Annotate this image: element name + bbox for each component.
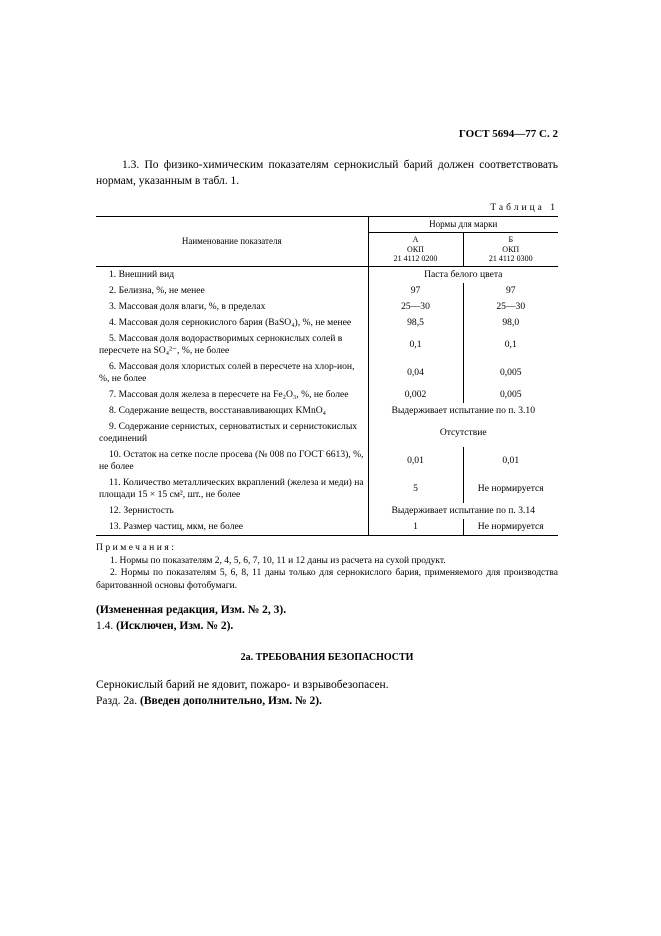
table-row xyxy=(96,419,558,447)
row-name: 3. Массовая доля влаги, %, в пределах xyxy=(96,299,368,315)
doc-reference: ГОСТ 5694—77 С. 2 xyxy=(458,128,558,140)
row-value-b: 98,0 xyxy=(502,317,520,329)
col-header-name: Наименование показателя xyxy=(96,217,368,267)
table-row xyxy=(96,267,558,283)
row-name: 11. Количество металлических вкраплений (железа и меди) на площади 15 × 15 см², шт., не более xyxy=(96,475,368,503)
row-value-b: 0,1 xyxy=(504,338,517,350)
section-2a-body: Сернокислый барий не ядовит, пожаро- и взрывобезопасен. xyxy=(96,679,389,692)
row-name: 12. Зернистость xyxy=(96,503,368,519)
row-value-span: Выдерживает испытание по п. 3.14 xyxy=(391,504,536,516)
table-row xyxy=(96,503,558,519)
row-name: 5. Массовая доля водорастворимых сернокислых солей в пересчете на SO₄²⁻, %, не более xyxy=(96,331,368,359)
paragraph-1-3: 1.3. По физико-химическим показателям сернокислый барий должен соответствовать нормам, указанным в табл. 1. xyxy=(96,159,558,187)
row-value-a: 97 xyxy=(368,283,463,299)
paragraph-1-4-text: (Исключен, Изм. № 2). xyxy=(116,620,234,633)
grade-b-letter: Б xyxy=(508,235,514,245)
amendment-note: (Измененная редакция, Изм. № 2, 3). xyxy=(96,604,287,617)
paragraph-1-4 xyxy=(96,618,558,634)
row-value-b: 25—30 xyxy=(496,301,526,313)
row-name: 7. Массовая доля железа в пересчете на Fe₂O₃, %, не более xyxy=(96,387,368,403)
notes-block xyxy=(96,542,558,592)
table-row xyxy=(96,359,558,387)
row-name: 2. Белизна, %, не менее xyxy=(96,283,368,299)
grade-b-code: 21 4112 0300 xyxy=(488,254,533,264)
grade-a-code: 21 4112 0200 xyxy=(393,254,438,264)
col-header-grade-a xyxy=(368,233,463,267)
row-value-a: 25—30 xyxy=(368,299,463,315)
paragraph-1-4-number: 1.4. xyxy=(96,620,114,633)
row-value-b: Не нормируется xyxy=(477,482,544,494)
table-caption: Таблица 1 xyxy=(490,203,558,214)
table-row xyxy=(96,315,558,331)
row-value-a: 98,5 xyxy=(368,315,463,331)
row-name: 13. Размер частиц, мкм, не более xyxy=(96,519,368,535)
norms-table xyxy=(96,216,558,536)
table-row xyxy=(96,475,558,503)
table-row xyxy=(96,519,558,535)
section-2a-footer-bold: (Введен дополнительно, Изм. № 2). xyxy=(140,695,322,708)
row-name: 9. Содержание сернистых, серноватистых и сернистокислых соединений xyxy=(96,419,368,447)
row-value-a: 0,04 xyxy=(368,359,463,387)
row-value-a: 0,01 xyxy=(368,447,463,475)
table-row xyxy=(96,447,558,475)
row-value-a: 0,1 xyxy=(368,331,463,359)
note-item-1: 1. Нормы по показателям 2, 4, 5, 6, 7, 10, 11 и 12 даны из расчета на сухой продукт. xyxy=(110,556,446,567)
row-value-b: 0,005 xyxy=(499,366,522,378)
grade-b-okp: ОКП xyxy=(502,244,520,254)
row-value-span: Паста белого цвета xyxy=(424,269,503,281)
row-value-span: Отсутствие xyxy=(439,426,487,438)
row-name: 4. Массовая доля сернокислого бария (BaSO₄), %, не менее xyxy=(96,315,368,331)
row-value-span: Выдерживает испытание по п. 3.10 xyxy=(391,404,536,416)
row-value-a: 0,002 xyxy=(368,387,463,403)
row-value-a: 5 xyxy=(368,475,463,503)
table-header-row xyxy=(96,217,558,233)
table-row xyxy=(96,387,558,403)
row-value-b: 97 xyxy=(505,285,516,297)
grade-a-letter: А xyxy=(412,235,419,245)
section-2a-footer-prefix: Разд. 2а. xyxy=(96,695,138,708)
row-name: 10. Остаток на сетке после просева (№ 008 по ГОСТ 6613), %, не более xyxy=(96,447,368,475)
row-value-b: 0,005 xyxy=(499,388,522,400)
note-item-2: 2. Нормы по показателям 5, 6, 8, 11 даны только для сернокислого бария, применяемого для производства баритованной основы фотобумаги. xyxy=(96,568,558,591)
section-2a-footer xyxy=(96,693,558,709)
section-2a-heading: 2а. ТРЕБОВАНИЯ БЕЗОПАСНОСТИ xyxy=(240,652,414,664)
row-value-a: 1 xyxy=(368,519,463,535)
row-value-b: 0,01 xyxy=(502,454,520,466)
table-row xyxy=(96,299,558,315)
table-row xyxy=(96,331,558,359)
grade-a-okp: ОКП xyxy=(407,244,424,254)
row-value-b: Не нормируется xyxy=(477,520,544,532)
col-header-norms: Нормы для марки xyxy=(368,217,558,233)
notes-label: Примечания: xyxy=(96,542,177,553)
document-page xyxy=(96,128,558,710)
table-row xyxy=(96,403,558,419)
row-name: 8. Содержание веществ, восстанавливающих KMnO₄ xyxy=(96,403,368,419)
col-header-grade-b xyxy=(463,233,558,267)
table-row xyxy=(96,283,558,299)
row-name: 1. Внешний вид xyxy=(96,267,368,283)
row-name: 6. Массовая доля хлористых солей в пересчете на хлор-ион, %, не более xyxy=(96,359,368,387)
